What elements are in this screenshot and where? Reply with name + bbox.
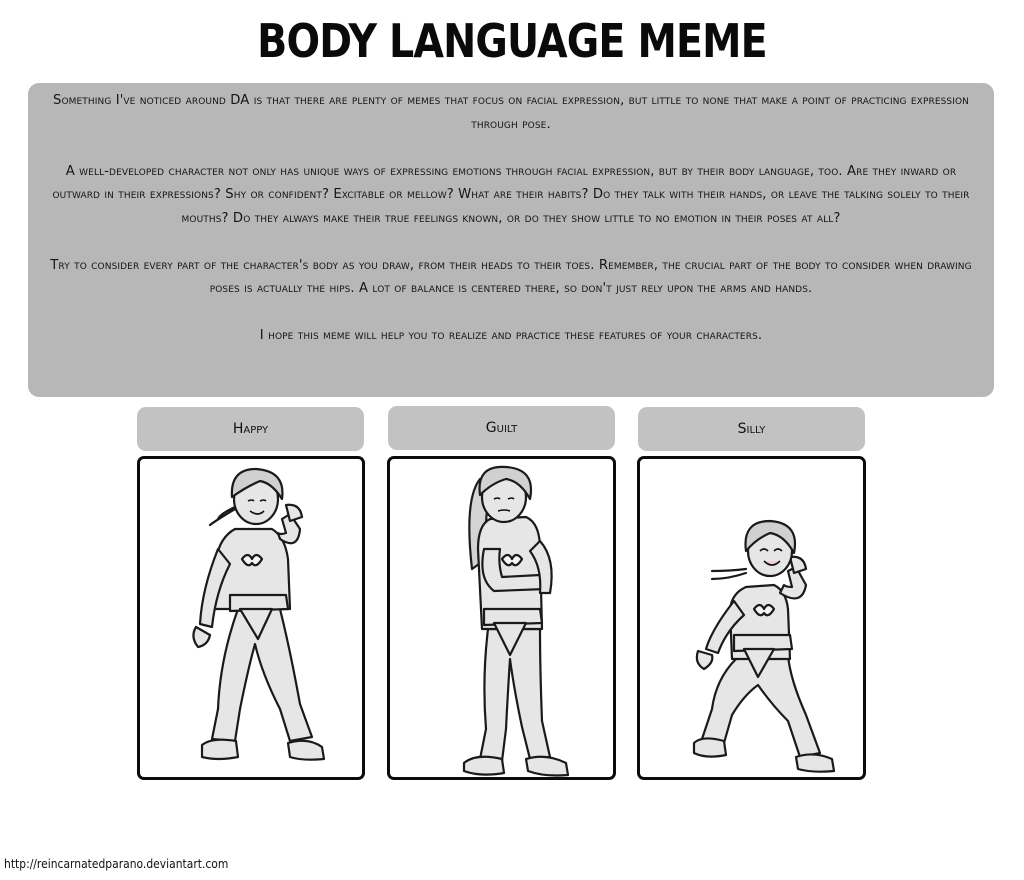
panel-guilt (387, 456, 616, 780)
credit-url: http://reincarnatedparano.deviantart.com (4, 856, 229, 871)
guilt-figure-drawing (390, 459, 613, 777)
intro-paragraph-4: I hope this meme will help you to realize and practice these features of your characters. (259, 328, 763, 343)
happy-figure-drawing (140, 459, 362, 777)
silly-figure-drawing (640, 459, 863, 777)
page-title: BODY LANGUAGE MEME (257, 14, 767, 68)
intro-text-box (28, 83, 994, 397)
label-silly: Silly (638, 407, 865, 451)
panel-happy (137, 456, 365, 780)
label-guilt: Guilt (388, 406, 615, 450)
label-happy: Happy (137, 407, 364, 451)
intro-paragraph-3: Try to consider every part of the character's body as you draw, from their heads to their toes. Remember, the crucial part of the body to consider when drawing poses is actually the hips. A lot of balance is centered there, so don't just rely upon the arms and hands. (50, 257, 972, 296)
panel-silly (637, 456, 866, 780)
intro-paragraph-1: Something I've noticed around DA is that there are plenty of memes that focus on facial expression, but little to none that make a point of practicing expression through pose. (52, 93, 970, 132)
intro-paragraph-2: A well-developed character not only has unique ways of expressing emotions through facial expression, but by their body language, too. Are they inward or outward in their expressions? Shy or confident? Excitable or mellow? What are their habits? Do they talk with their hands, or leave the talking solely to their mouths? Do they always make their true feelings known, or do they show little to no emotion in their poses at all? (52, 163, 970, 226)
